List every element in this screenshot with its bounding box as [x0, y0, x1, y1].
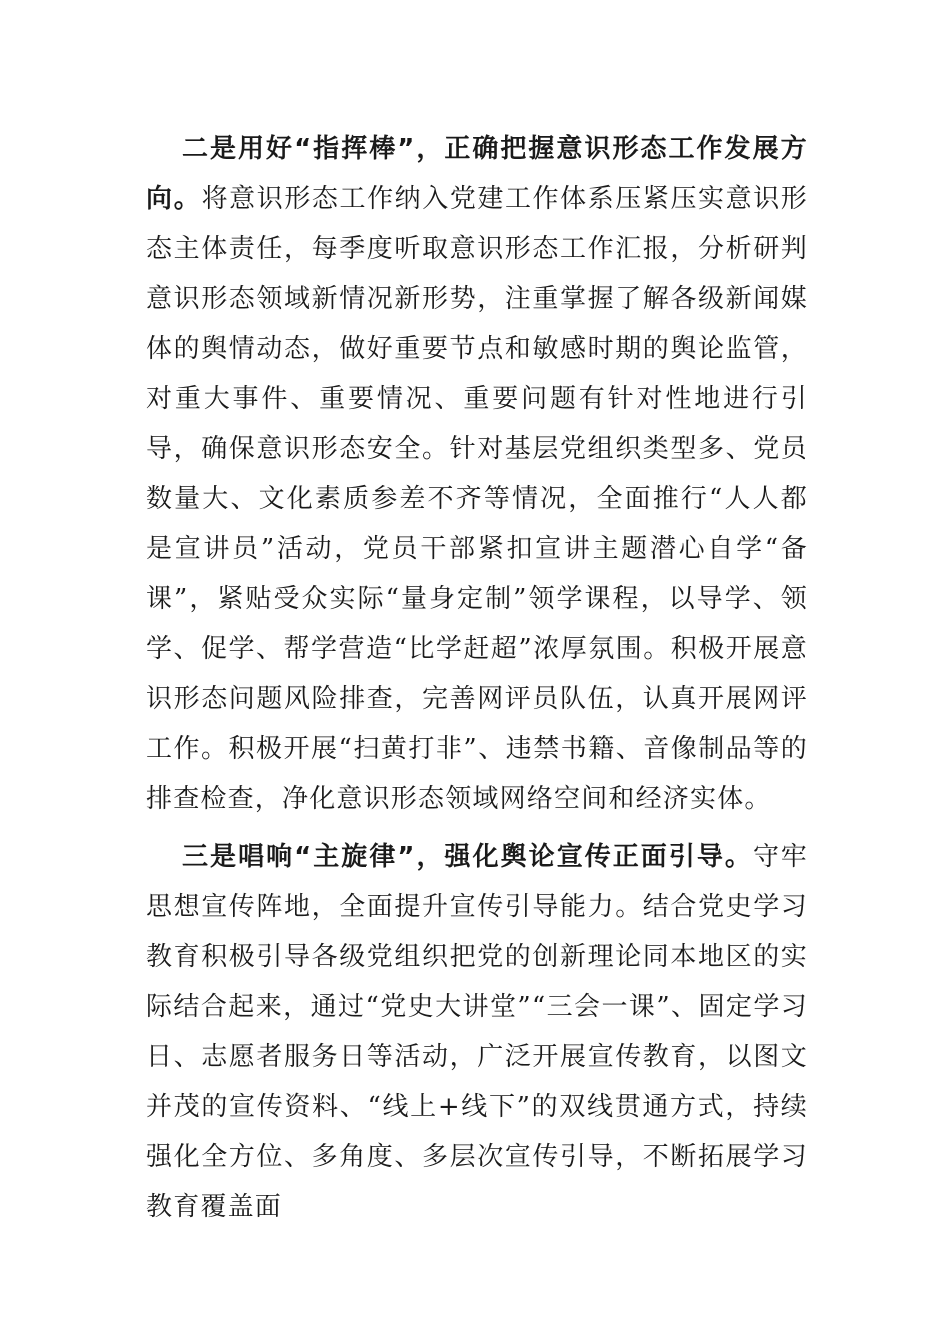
document-page	[146, 124, 808, 1232]
paragraph-two	[146, 124, 808, 824]
paragraph-three	[146, 832, 808, 1232]
paragraph-two-lead: 二是用好“指挥棒”，正确把握意识形态工作发展方向。	[146, 134, 808, 214]
paragraph-two-body: 将意识形态工作纳入党建工作体系压紧压实意识形态主体责任，每季度听取意识形态工作汇报，分析研判意识形态领域新情况新形势，注重掌握了解各级新闻媒体的舆情动态，做好重要节点和敏感时期的舆论监管，对重大事件、重要情况、重要问题有针对性地进行引导，确保意识形态安全。针对基层党组织类型多、党员数量大、文化素质参差不齐等情况，全面推行“人人都是宣讲员”活动，党员干部紧扣宣讲主题潜心自学“备课”，紧贴受众实际“量身定制”领学课程，以导学、领学、促学、帮学营造“比学赶超”浓厚氛围。积极开展意识形态问题风险排查，完善网评员队伍，认真开展网评工作。积极开展“扫黄打非”、违禁书籍、音像制品等的排查检查，净化意识形态领域网络空间和经济实体。	[146, 184, 808, 814]
paragraph-three-body: 守牢思想宣传阵地，全面提升宣传引导能力。结合党史学习教育积极引导各级党组织把党的创新理论同本地区的实际结合起来，通过“党史大讲堂”“三会一课”、固定学习日、志愿者服务日等活动，广泛开展宣传教育，以图文并茂的宣传资料、“线上+线下”的双线贯通方式，持续强化全方位、多角度、多层次宣传引导，不断拓展学习教育覆盖面	[146, 842, 809, 1222]
paragraph-three-lead: 三是唱响“主旋律”，强化舆论宣传正面引导。	[182, 842, 753, 872]
